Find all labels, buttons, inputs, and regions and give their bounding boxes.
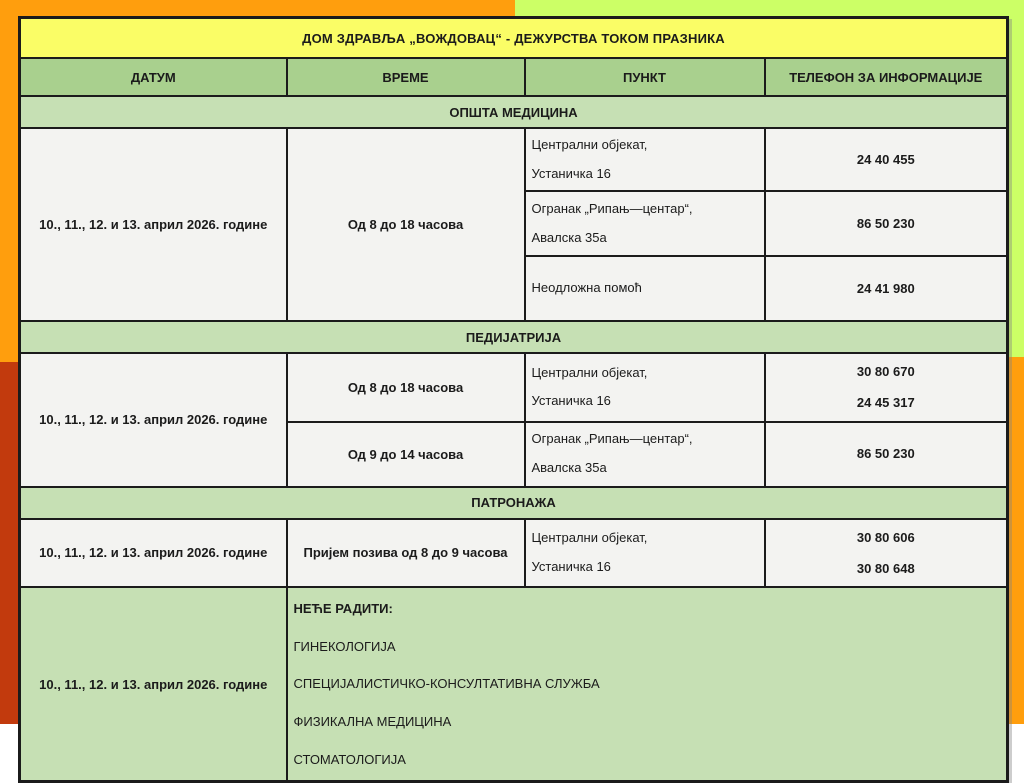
- closed-service: СТОМАТОЛОГИЈА: [293, 751, 406, 767]
- point-line: Огранак „Рипањ—центар“,: [531, 201, 693, 217]
- phone-number: 30 80 670: [856, 364, 915, 380]
- point-line: Централни објекат,: [531, 137, 648, 152]
- date-cell: 10., 11., 12. и 13. април 2026. године: [20, 519, 287, 587]
- point-cell: [525, 128, 765, 191]
- section-header-pediatrics: ПЕДИЈАТРИЈА: [20, 321, 1008, 353]
- phone-cell: [765, 128, 1008, 191]
- point-cell: [525, 191, 765, 256]
- phone-number: 86 50 230: [856, 216, 915, 232]
- closed-services-cell: [287, 587, 1008, 782]
- point-cell: [525, 422, 765, 487]
- point-line: Авалска 35а: [531, 460, 607, 476]
- phone-cell: [765, 422, 1008, 487]
- phone-cell: [765, 256, 1008, 321]
- column-header-time: ВРЕМЕ: [287, 58, 525, 96]
- point-line: Централни објекат,: [531, 530, 648, 546]
- date-cell: 10., 11., 12. и 13. април 2026. године: [20, 353, 287, 486]
- column-header-date: ДАТУМ: [20, 58, 287, 96]
- time-cell: Од 9 до 14 часова: [287, 422, 525, 487]
- closed-heading: НЕЋЕ РАДИТИ:: [293, 600, 393, 616]
- phone-number: 30 80 606: [856, 529, 915, 545]
- time-cell: Пријем позива од 8 до 9 часова: [287, 519, 525, 587]
- date-cell: 10., 11., 12. и 13. април 2026. године: [20, 587, 287, 782]
- point-line: Устаничка 16: [531, 558, 611, 574]
- time-cell: Од 8 до 18 часова: [287, 353, 525, 421]
- column-header-point: ПУНКТ: [525, 58, 765, 96]
- point-line: Централни објекат,: [531, 364, 648, 380]
- phone-cell: [765, 191, 1008, 256]
- section-header-general-medicine: ОПШТА МЕДИЦИНА: [20, 96, 1008, 128]
- column-header-phone: ТЕЛЕФОН ЗА ИНФОРМАЦИЈЕ: [765, 58, 1008, 96]
- section-header-home-nursing: ПАТРОНАЖА: [20, 487, 1008, 519]
- phone-cell: [765, 353, 1008, 421]
- date-cell: 10., 11., 12. и 13. април 2026. године: [20, 128, 287, 321]
- page-title: ДОМ ЗДРАВЉА „ВОЖДОВАЦ“ - ДЕЖУРСТВА ТОКОМ ПРАЗНИКА: [20, 18, 1008, 59]
- closed-service: ФИЗИКАЛНА МЕДИЦИНА: [293, 714, 452, 729]
- point-line: Авалска 35а: [531, 229, 607, 245]
- point-cell: [525, 353, 765, 421]
- phone-number: 86 50 230: [856, 446, 915, 462]
- schedule-table: [18, 16, 1009, 783]
- closed-service: ГИНЕКОЛОГИЈА: [293, 638, 396, 654]
- phone-number: 24 41 980: [856, 281, 915, 297]
- point-line: Устаничка 16: [531, 393, 611, 409]
- point-line: Устаничка 16: [531, 165, 611, 181]
- time-cell: Од 8 до 18 часова: [287, 128, 525, 321]
- point-cell: [525, 519, 765, 587]
- point-line: Огранак „Рипањ—центар“,: [531, 431, 693, 447]
- phone-number: 30 80 648: [856, 560, 915, 576]
- point-line: Неодложна помоћ: [531, 280, 642, 296]
- phone-number: 24 40 455: [856, 152, 915, 167]
- closed-service: СПЕЦИЈАЛИСТИЧКО-КОНСУЛТАТИВНА СЛУЖБА: [293, 676, 600, 692]
- phone-number: 24 45 317: [856, 395, 915, 411]
- point-cell: [525, 256, 765, 321]
- phone-cell: [765, 519, 1008, 587]
